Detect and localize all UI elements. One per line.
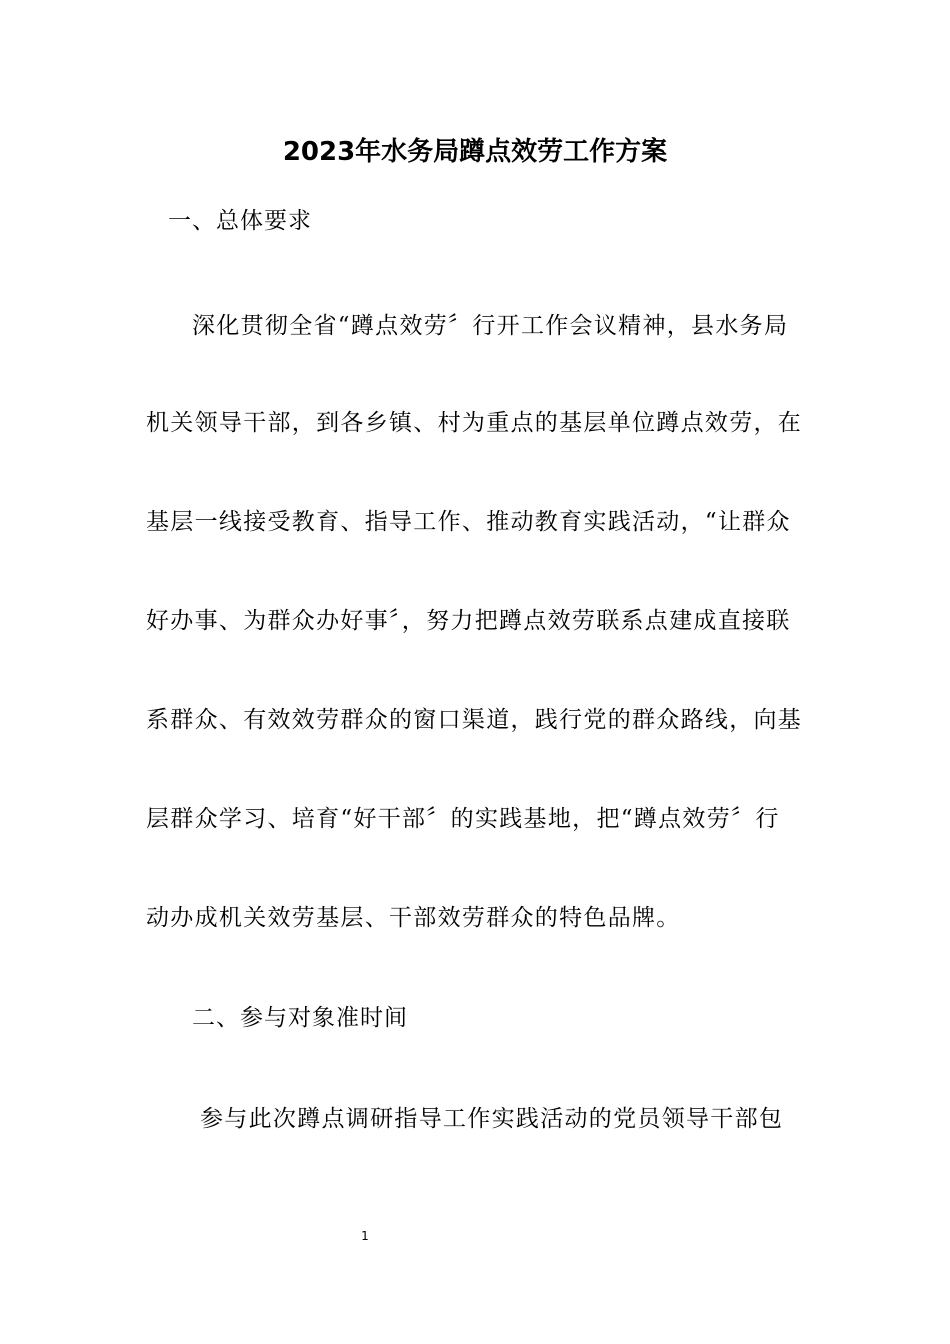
- paragraph-line: 好办事、为群众办好事〞，努力把蹲点效劳联系点建成直接联: [146, 608, 791, 634]
- paragraph-line: 基层一线接受教育、指导工作、推动教育实践活动，“让群众: [146, 509, 791, 535]
- paragraph-line: 参与此次蹲点调研指导工作实践活动的党员领导干部包: [200, 1106, 784, 1132]
- section-heading-participants-and-time: 二、参与对象准时间: [192, 1005, 408, 1031]
- paragraph-line: 机关领导干部，到各乡镇、村为重点的基层单位蹲点效劳，在: [146, 410, 803, 436]
- document-title: 2023年水务局蹲点效劳工作方案: [282, 137, 668, 167]
- section-heading-general-requirements: 一、总体要求: [168, 208, 312, 234]
- paragraph-line: 层群众学习、培育“好干部〞的实践基地，把“蹲点效劳〞行: [146, 806, 780, 832]
- paragraph-line: 深化贯彻全省“蹲点效劳〞行开工作会议精神，县水务局: [192, 313, 789, 339]
- paragraph-line: 系群众、有效效劳群众的窗口渠道，践行党的群众路线，向基: [146, 707, 803, 733]
- paragraph-line: 动办成机关效劳基层、干部效劳群众的特色品牌。: [146, 905, 681, 931]
- page-number: 1: [361, 1229, 369, 1243]
